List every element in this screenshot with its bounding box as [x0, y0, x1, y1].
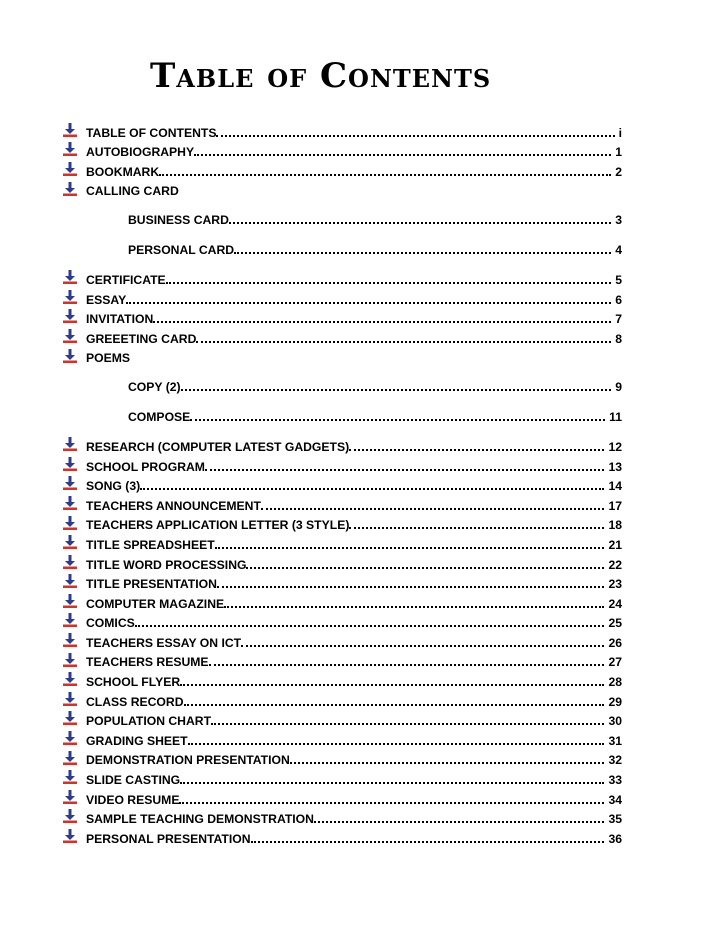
dot-leader: [126, 302, 611, 304]
toc-entry-label: TABLE OF CONTENTS: [86, 125, 217, 140]
dot-leader: [180, 782, 604, 784]
toc-entry-page: 2: [615, 164, 622, 179]
down-arrow-to-line-icon: [62, 770, 78, 784]
toc-entry: [62, 346, 622, 366]
page-title: Table of Contents: [150, 56, 492, 96]
toc-entry-page: 25: [608, 616, 622, 631]
toc-entry-label: RESEARCH (COMPUTER LATEST GADGETS): [86, 439, 350, 454]
down-arrow-to-line-icon: [62, 574, 78, 588]
down-arrow-to-line-icon: [62, 692, 78, 706]
dot-leader: [224, 606, 604, 608]
toc-entry: [62, 748, 622, 768]
toc-entry-label: SCHOOL FLYER: [86, 675, 181, 690]
toc-entry-page: 4: [615, 243, 622, 258]
dot-leader: [229, 222, 611, 224]
toc-entry-label: PERSONAL CARD: [128, 243, 235, 258]
dot-leader: [314, 821, 604, 823]
toc-entry: [62, 591, 622, 611]
dot-leader: [290, 762, 605, 764]
dot-leader: [216, 135, 614, 137]
toc-entry-label: COMPOSE: [128, 410, 191, 425]
toc-entry: [62, 807, 622, 827]
dot-leader: [215, 547, 605, 549]
toc-entry-page: 7: [615, 312, 622, 327]
toc-entry: [62, 326, 622, 346]
dot-leader: [180, 684, 604, 686]
toc-entry-label: COPY (2): [128, 380, 181, 395]
dot-leader: [153, 321, 611, 323]
toc-entry: [62, 650, 622, 670]
toc-entry-label: CERTIFICATE: [86, 272, 166, 287]
toc-entry-page: 29: [608, 694, 622, 709]
toc-subentry: [62, 374, 622, 394]
toc-entry-label: DEMONSTRATION PRESENTATION: [86, 753, 290, 768]
dot-leader: [251, 841, 605, 843]
toc-entry-label: BUSINESS CARD: [128, 213, 229, 228]
dot-leader: [241, 645, 604, 647]
toc-entry-page: 34: [608, 792, 622, 807]
toc-entry-page: 24: [608, 596, 622, 611]
toc-entry: [62, 159, 622, 179]
toc-entry-label: SONG (3): [86, 479, 141, 494]
toc-entry-page: 12: [608, 439, 622, 454]
dot-leader: [184, 704, 605, 706]
toc-entry-page: 26: [608, 635, 622, 650]
toc-entry: [62, 287, 622, 307]
dot-leader: [246, 567, 604, 569]
down-arrow-to-line-icon: [62, 162, 78, 176]
toc-entry-label: GRADING SHEET: [86, 733, 188, 748]
down-arrow-to-line-icon: [62, 329, 78, 343]
toc-entry-page: 31: [608, 733, 622, 748]
toc-entry-page: 36: [608, 831, 622, 846]
dot-leader: [166, 282, 612, 284]
toc-entry-page: 30: [608, 714, 622, 729]
toc-subentry: [62, 207, 622, 227]
toc-entry-label: COMICS: [86, 616, 135, 631]
toc-entry-page: 13: [608, 459, 622, 474]
toc-entry-label: INVITATION: [86, 312, 154, 327]
down-arrow-to-line-icon: [62, 309, 78, 323]
toc-entry-label: BOOKMARK: [86, 164, 160, 179]
toc-entry: [62, 826, 622, 846]
toc-entry-page: 22: [608, 557, 622, 572]
toc-entry: [62, 728, 622, 748]
down-arrow-to-line-icon: [62, 535, 78, 549]
toc-entry-label: PERSONAL PRESENTATION: [86, 831, 251, 846]
toc-entry: [62, 513, 622, 533]
down-arrow-to-line-icon: [62, 555, 78, 569]
dot-leader: [188, 743, 605, 745]
toc-subentry: [62, 404, 622, 424]
dot-leader: [135, 625, 605, 627]
toc-entry-page: 5: [615, 272, 622, 287]
toc-entry: [62, 493, 622, 513]
toc-entry: [62, 120, 622, 140]
toc-entry: [62, 474, 622, 494]
toc-entry-page: 17: [608, 498, 622, 513]
down-arrow-to-line-icon: [62, 829, 78, 843]
toc-entry: [62, 630, 622, 650]
toc-entry: [62, 267, 622, 287]
toc-entry-label: COMPUTER MAGAZINE: [86, 596, 225, 611]
toc-entry-label: CLASS RECORD: [86, 694, 184, 709]
down-arrow-to-line-icon: [62, 270, 78, 284]
toc-entry: [62, 140, 622, 160]
toc-entry-label: ESSAY: [86, 292, 127, 307]
dot-leader: [181, 389, 612, 391]
toc-entry-label: GREEETING CARD: [86, 331, 197, 346]
toc-entry-label: SAMPLE TEACHING DEMONSTRATION: [86, 812, 314, 827]
toc-entry: [62, 767, 622, 787]
dot-leader: [349, 449, 604, 451]
toc-entry-page: i: [618, 125, 622, 140]
dot-leader: [209, 664, 605, 666]
toc-entry: [62, 669, 622, 689]
toc-entry-page: 21: [608, 537, 622, 552]
toc-entry: [62, 552, 622, 572]
dot-leader: [190, 419, 605, 421]
dot-leader: [194, 154, 611, 156]
toc-entry-page: 1: [615, 145, 622, 160]
toc-entry: [62, 611, 622, 631]
toc-entry-label: POEMS: [86, 351, 131, 366]
toc-entry-label: VIDEO RESUME: [86, 792, 180, 807]
down-arrow-to-line-icon: [62, 457, 78, 471]
down-arrow-to-line-icon: [62, 790, 78, 804]
dot-leader: [349, 527, 604, 529]
toc-entry-label: TEACHERS ESSAY ON ICT: [86, 635, 242, 650]
toc-entry-label: TITLE PRESENTATION: [86, 577, 217, 592]
toc-entry: [62, 787, 622, 807]
dot-leader: [261, 508, 605, 510]
down-arrow-to-line-icon: [62, 711, 78, 725]
down-arrow-to-line-icon: [62, 731, 78, 745]
toc-entry: [62, 709, 622, 729]
toc-entry: [62, 434, 622, 454]
down-arrow-to-line-icon: [62, 476, 78, 490]
toc-entry-label: TEACHERS RESUME: [86, 655, 209, 670]
dot-leader: [179, 802, 604, 804]
dot-leader: [234, 252, 611, 254]
toc-entry: [62, 572, 622, 592]
toc-entry-page: 33: [608, 773, 622, 788]
toc-entry-page: 9: [615, 380, 622, 395]
toc-entry: [62, 689, 622, 709]
toc-entry-page: 11: [609, 410, 622, 425]
down-arrow-to-line-icon: [62, 496, 78, 510]
down-arrow-to-line-icon: [62, 437, 78, 451]
dot-leader: [196, 341, 611, 343]
toc-entry-label: TITLE WORD PROCESSING: [86, 557, 247, 572]
toc-entry-page: 6: [615, 292, 622, 307]
toc-entry-page: 23: [608, 577, 622, 592]
toc-entry-label: POPULATION CHART: [86, 714, 212, 729]
down-arrow-to-line-icon: [62, 182, 78, 196]
down-arrow-to-line-icon: [62, 349, 78, 363]
toc-entry: [62, 179, 622, 199]
toc-entry-label: AUTOBIOGRAPHY: [86, 145, 195, 160]
down-arrow-to-line-icon: [62, 516, 78, 530]
toc-entry-label: TEACHERS ANNOUNCEMENT: [86, 498, 261, 513]
down-arrow-to-line-icon: [62, 809, 78, 823]
down-arrow-to-line-icon: [62, 594, 78, 608]
down-arrow-to-line-icon: [62, 613, 78, 627]
toc-entry-page: 35: [608, 812, 622, 827]
down-arrow-to-line-icon: [62, 672, 78, 686]
down-arrow-to-line-icon: [62, 751, 78, 765]
down-arrow-to-line-icon: [62, 290, 78, 304]
dot-leader: [140, 488, 604, 490]
toc-entry-page: 3: [615, 213, 622, 228]
toc-subentry: [62, 237, 622, 257]
down-arrow-to-line-icon: [62, 142, 78, 156]
toc-entry-label: TITLE SPREADSHEET: [86, 537, 215, 552]
toc-entry-page: 27: [608, 655, 622, 670]
down-arrow-to-line-icon: [62, 633, 78, 647]
dot-leader: [159, 174, 611, 176]
toc-entry: [62, 532, 622, 552]
toc-entry: [62, 454, 622, 474]
down-arrow-to-line-icon: [62, 653, 78, 667]
toc-entry-label: SCHOOL PROGRAM: [86, 459, 205, 474]
dot-leader: [217, 586, 605, 588]
toc-entry-page: 8: [615, 331, 622, 346]
down-arrow-to-line-icon: [62, 123, 78, 137]
toc-entry-label: TEACHERS APPLICATION LETTER (3 STYLE): [86, 518, 350, 533]
dot-leader: [211, 723, 604, 725]
toc-entry: [62, 307, 622, 327]
dot-leader: [205, 469, 604, 471]
toc-entry-page: 28: [608, 675, 622, 690]
toc-entry-page: 18: [608, 518, 622, 533]
toc-entry-label: CALLING CARD: [86, 184, 179, 199]
toc-entry-page: 14: [608, 479, 622, 494]
toc-entry-page: 32: [608, 753, 622, 768]
toc-entry-label: SLIDE CASTING: [86, 773, 181, 788]
toc-list: [62, 120, 622, 846]
